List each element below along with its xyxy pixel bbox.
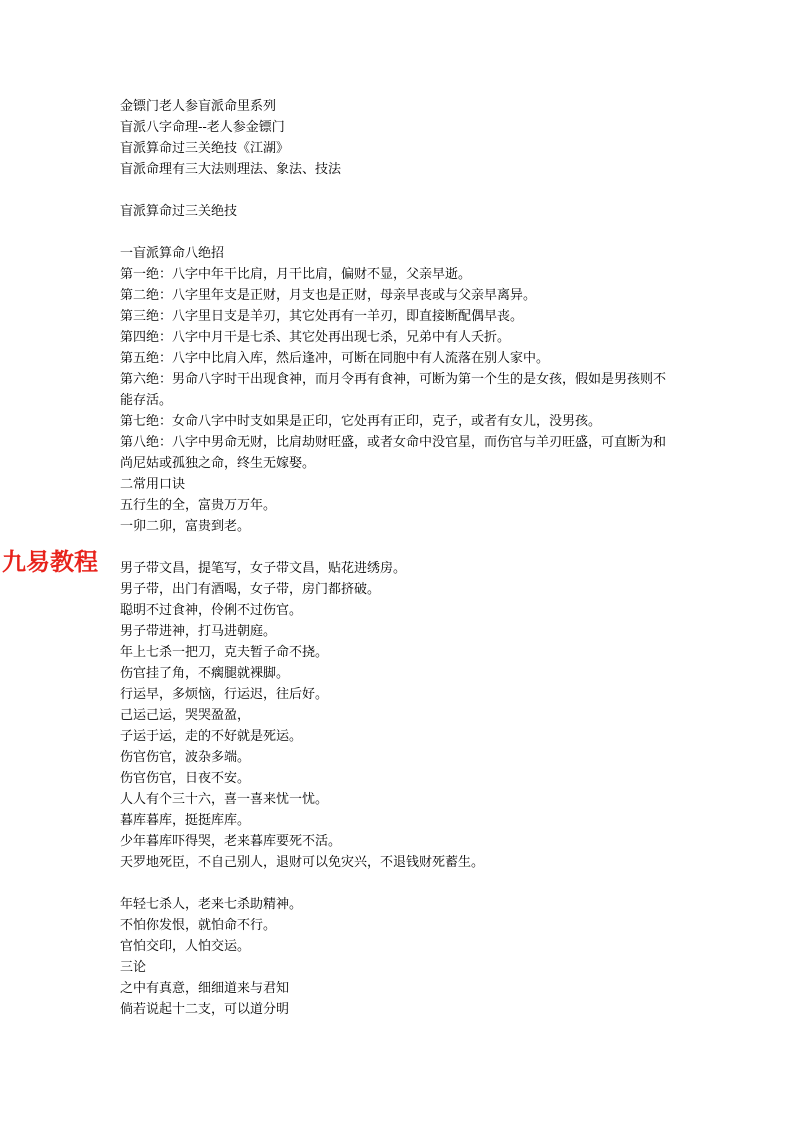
header-line: 盲派算命过三关绝技《江湖》	[120, 141, 290, 156]
saying-line: 己运己运，哭哭盈盈，	[120, 708, 251, 723]
blank-line	[120, 180, 720, 201]
blank-line	[120, 537, 720, 558]
saying-line: 人人有个三十六，喜一喜来忧一忧。	[120, 792, 329, 807]
trick-line: 第八绝：八字中男命无财，比肩劫财旺盛，或者女命中没官星，而伤官与羊刃旺盛，可直断为和尚尼姑或孤独之命，终生无嫁娶。	[120, 435, 667, 471]
trick-line: 第一绝：八字中年干比肩，月干比肩，偏财不显，父亲早逝。	[120, 267, 472, 282]
saying-line: 之中有真意，细细道来与君知	[120, 981, 290, 996]
header-line: 金镖门老人参盲派命里系列	[120, 99, 277, 114]
saying-line: 一卯二卯，富贵到老。	[120, 519, 251, 534]
saying-line: 天罗地死臣，不自己别人，退财可以免灾兴，不退钱财死蓄生。	[120, 855, 485, 870]
saying-line: 暮库暮库，挺挺库库。	[120, 813, 251, 828]
saying-line: 年上七杀一把刀，克夫暂子命不挠。	[120, 645, 329, 660]
saying-line: 官怕交印，人怕交运。	[120, 939, 251, 954]
part-heading: 二常用口诀	[120, 477, 186, 492]
saying-line: 少年暮库吓得哭，老来暮库要死不活。	[120, 834, 342, 849]
document-body	[120, 96, 720, 1020]
saying-line: 聪明不过食神，伶俐不过伤官。	[120, 603, 303, 618]
part-heading: 三论	[120, 960, 147, 975]
saying-line: 男子带进神，打马进朝庭。	[120, 624, 277, 639]
trick-line: 第二绝：八字里年支是正财，月支也是正财，母亲早丧或与父亲早离异。	[120, 288, 537, 303]
saying-line: 行运早，多烦恼，行运迟，往后好。	[120, 687, 329, 702]
blank-line	[120, 222, 720, 243]
header-line: 盲派命理有三大法则理法、象法、技法	[120, 162, 342, 177]
blank-line	[120, 873, 720, 894]
trick-line: 第七绝：女命八字中时支如果是正印，它处再有正印，克子，或者有女儿，没男孩。	[120, 414, 602, 429]
watermark-logo-text: 九易教程	[2, 548, 98, 576]
saying-line: 不怕你发恨，就怕命不行。	[120, 918, 277, 933]
saying-line: 男子带，出门有酒喝，女子带，房门都挤破。	[120, 582, 381, 597]
header-line: 盲派八字命理--老人参金镖门	[120, 120, 285, 135]
saying-line: 伤官伤官，波杂多端。	[120, 750, 251, 765]
trick-line: 第六绝：男命八字时干出现食神，而月令再有食神，可断为第一个生的是女孩，假如是男孩则不能存活。	[120, 372, 667, 408]
trick-line: 第五绝：八字中比肩入库，然后逢冲，可断在同胞中有人流落在别人家中。	[120, 351, 550, 366]
part-heading: 一盲派算命八绝招	[120, 246, 225, 261]
saying-line: 男子带文昌，提笔写，女子带文昌，贴花进绣房。	[120, 561, 407, 576]
saying-line: 子运于运，走的不好就是死运。	[120, 729, 303, 744]
saying-line: 伤官伤官，日夜不安。	[120, 771, 251, 786]
saying-line: 五行生的全，富贵万万年。	[120, 498, 277, 513]
trick-line: 第四绝：八字中月干是七杀、其它处再出现七杀，兄弟中有人夭折。	[120, 330, 511, 345]
saying-line: 伤官挂了角，不瘸腿就裸脚。	[120, 666, 290, 681]
section-title: 盲派算命过三关绝技	[120, 204, 238, 219]
trick-line: 第三绝：八字里日支是羊刃，其它处再有一羊刃，即直接断配偶早丧。	[120, 309, 524, 324]
saying-line: 倘若说起十二支，可以道分明	[120, 1002, 290, 1017]
saying-line: 年轻七杀人，老来七杀助精神。	[120, 897, 303, 912]
